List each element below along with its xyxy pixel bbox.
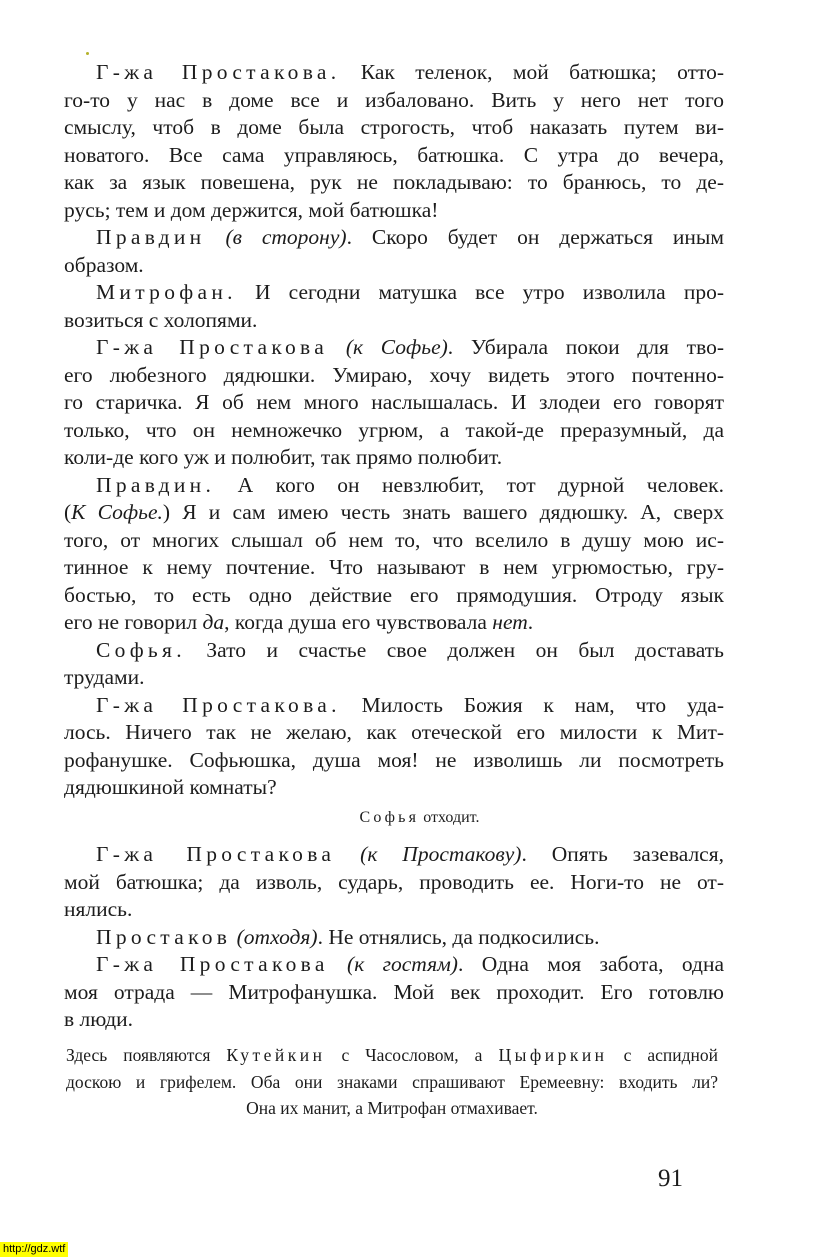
- text-line: коли-де кого уж и полюбит, так прямо полюбит.: [64, 445, 503, 469]
- page-number: 91: [658, 1165, 683, 1192]
- text-line: смыслу, чтоб в доме была строгость, чтоб наказать путем ви-: [64, 115, 724, 139]
- text-line: Г-жа Простакова (к гостям). Одна моя забота, одна: [96, 952, 725, 976]
- speaker-name: Правдин.: [96, 472, 216, 497]
- speaker-name: Простаков: [96, 924, 232, 949]
- speaker-name: Митрофан.: [96, 280, 237, 304]
- text-line: его любезного дядюшки. Умираю, хочу видеть этого почтенно-: [64, 362, 724, 387]
- text-line: возиться с холопями.: [64, 307, 258, 332]
- text-line: Г-жа Простакова (к Софье). Убирала покои для тво-: [96, 335, 724, 359]
- text-line: лось. Ничего так не желаю, как отеческой его милости к Мит-: [64, 720, 724, 744]
- dialogue-block-1: [64, 59, 724, 802]
- dialogue-block-2: [64, 841, 724, 1034]
- stage-direction: К Софье.: [71, 500, 163, 524]
- text-line: нялись.: [64, 897, 133, 921]
- text-line: его не говорил да, когда душа его чувствовала нет.: [64, 610, 534, 634]
- text-line: моя отрада — Митрофанушка. Мой век проходит. Его готовлю: [64, 979, 724, 1004]
- stage-note: [66, 1042, 718, 1122]
- text-line: бостью, то есть одно действие его прямодушия. Отроду язык: [64, 582, 724, 607]
- print-speck: [86, 52, 89, 55]
- stage-direction: (отходя): [236, 924, 318, 949]
- text-line: го старичка. Я об нем много наслышалась. И злодеи его говорят: [64, 390, 724, 414]
- text-line: трудами.: [64, 665, 145, 689]
- text-line: Митрофан. И сегодни матушка все утро изволила про-: [96, 280, 724, 304]
- text-line: тинное к нему почтение. Что называют в нем угрюмостью, гру-: [64, 555, 724, 579]
- text-line: образом.: [64, 252, 144, 277]
- text-line: Правдин (в сторону). Скоро будет он держаться иным: [96, 225, 724, 249]
- text-line: Г-жа Простакова. Как теленок, мой батюшка; отто-: [96, 60, 725, 84]
- watermark-link[interactable]: http://gdz.wtf: [0, 1242, 68, 1257]
- text-line: (К Софье.) Я и сам имею честь знать вашего дядюшку. А, сверх: [64, 500, 724, 524]
- speaker-name: Г-жа Простакова: [96, 842, 336, 866]
- text-line: Г-жа Простакова. Милость Божия к нам, что уда-: [96, 692, 724, 717]
- text-line: Г-жа Простакова (к Простакову). Опять зазевался,: [96, 842, 724, 866]
- speaker-name: Софья.: [96, 637, 186, 662]
- text-line: Она их манит, а Митрофан отмахивает.: [246, 1098, 538, 1118]
- stage-direction: (к Софье): [345, 335, 448, 359]
- text-line: того, от многих слышал об нем то, что вселило в душу мою ис-: [64, 527, 724, 552]
- text-line: рофанушке. Софьюшка, душа моя! не изволишь ли посмотреть: [64, 747, 724, 772]
- text-line: новатого. Все сама управляюсь, батюшка. С утра до вечера,: [64, 142, 724, 167]
- text-line: как за язык повешена, рук не покладываю: то бранюсь, то де-: [64, 170, 724, 194]
- text-line: Правдин. А кого он невзлюбит, тот дурной человек.: [96, 472, 724, 497]
- speaker-name: Г-жа Простакова.: [96, 692, 341, 717]
- text-line: только, что он немножечко угрюм, а такой-де преразумный, да: [64, 417, 724, 442]
- text-line: русь; тем и дом держится, мой батюшка!: [64, 197, 439, 222]
- speaker-name: Г-жа Простакова: [96, 335, 329, 359]
- speaker-name: Г-жа Простакова.: [96, 60, 341, 84]
- stage-direction: (в сторону): [225, 225, 347, 249]
- text-line: в люди.: [64, 1007, 134, 1031]
- stage-direction-centered: Софья отходит.: [359, 809, 480, 826]
- speaker-name: Г-жа Простакова: [96, 952, 329, 976]
- text-line: Софья. Зато и счастье свое должен он был доставать: [96, 637, 724, 662]
- stage-direction: (к гостям): [347, 952, 458, 976]
- speaker-name: Правдин: [96, 225, 206, 249]
- text-line: Здесь появляются Кутейкин с Часословом, а Цыфиркин с аспидной: [66, 1045, 719, 1065]
- text-line: мой батюшка; да изволь, сударь, проводить ее. Ноги-то не от-: [64, 869, 724, 894]
- text-line: дядюшкиной комнаты?: [64, 775, 277, 799]
- text-line: го-то у нас в доме все и избаловано. Вить у него нет того: [64, 87, 724, 112]
- text-line: Простаков (отходя). Не отнялись, да подкосились.: [96, 924, 600, 949]
- text-line: доскою и грифелем. Оба они знаками спрашивают Еремеевну: входить ли?: [66, 1071, 718, 1092]
- stage-direction: (к Простакову): [360, 842, 522, 866]
